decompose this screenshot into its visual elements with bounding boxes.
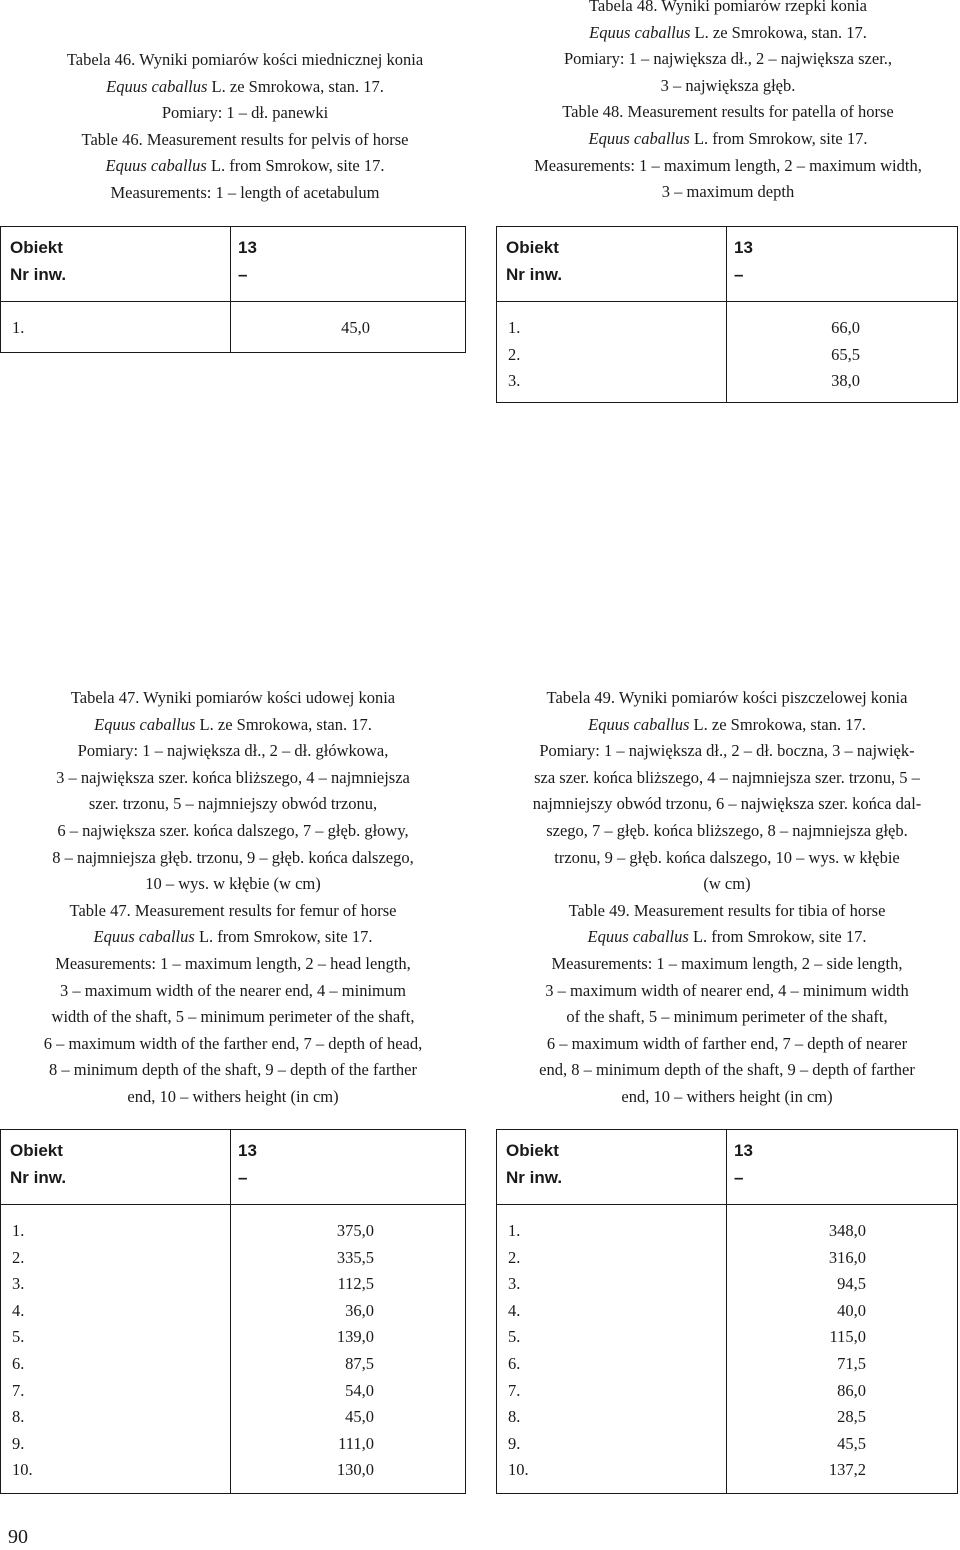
caption-text: Tabela 46. Wyniki pomiarów kości miednicznej konia bbox=[66, 50, 424, 69]
header-label: Obiekt bbox=[10, 1141, 63, 1160]
row-number: 5. bbox=[508, 1327, 521, 1347]
caption-line bbox=[496, 1084, 958, 1111]
caption-text: 6 – maximum width of the farther end, 7 – depth of head, bbox=[43, 1033, 423, 1053]
table-row bbox=[496, 1271, 958, 1298]
caption-text: L. from Smrokow, site 17. bbox=[194, 927, 373, 947]
row-value: 348,0 bbox=[828, 1221, 866, 1240]
table-row bbox=[0, 1378, 466, 1405]
row-number: 4. bbox=[508, 1300, 521, 1320]
row-value: 111,0 bbox=[338, 1433, 374, 1453]
species-name: Equus caballus bbox=[589, 22, 691, 42]
header-object-column bbox=[506, 235, 562, 288]
row-value: 45,5 bbox=[837, 1433, 866, 1453]
caption-line bbox=[0, 1057, 466, 1084]
table-row bbox=[0, 1298, 466, 1325]
row-number: 6. bbox=[508, 1353, 521, 1373]
caption-text: 3 – maximum width of nearer end, 4 – minimum width bbox=[545, 980, 909, 1000]
row-number: 7. bbox=[12, 1380, 25, 1400]
caption-line bbox=[496, 738, 958, 765]
caption-line bbox=[0, 765, 466, 792]
caption-line bbox=[496, 46, 960, 73]
table-47-caption bbox=[0, 685, 466, 1111]
row-number: 2. bbox=[508, 1247, 521, 1267]
row-value: 112,5 bbox=[337, 1274, 374, 1294]
row-value: 38,0 bbox=[831, 371, 860, 391]
row-number: 1. bbox=[12, 1221, 25, 1240]
caption-text: 3 – największa głęb. bbox=[660, 75, 796, 95]
table-header bbox=[496, 227, 958, 302]
caption-line bbox=[496, 153, 960, 180]
caption-line bbox=[496, 0, 960, 20]
caption-text: szego, 7 – głęb. końca bliższego, 8 – najmniejsza głęb. bbox=[546, 820, 908, 840]
table-row bbox=[496, 1298, 958, 1325]
caption-text: L. from Smrokow, site 17. bbox=[206, 156, 385, 176]
header-site-column bbox=[734, 1138, 753, 1191]
row-value: 86,0 bbox=[837, 1380, 866, 1400]
row-number: 1. bbox=[508, 1221, 521, 1240]
caption-text: Measurements: 1 – maximum length, 2 – maximum width, bbox=[534, 155, 922, 175]
caption-line bbox=[496, 818, 958, 845]
caption-text: 10 – wys. w kłębie (w cm) bbox=[145, 874, 321, 894]
row-value: 115,0 bbox=[829, 1327, 866, 1347]
header-object-column bbox=[10, 1138, 66, 1191]
caption-line bbox=[496, 99, 960, 126]
caption-line bbox=[496, 924, 958, 951]
header-label: – bbox=[238, 1167, 248, 1187]
table-48 bbox=[496, 226, 958, 403]
row-value: 66,0 bbox=[831, 318, 860, 337]
species-name: Equus caballus bbox=[588, 714, 690, 734]
row-value: 45,0 bbox=[345, 1407, 374, 1427]
caption-text: szer. trzonu, 5 – najmniejszy obwód trzonu, bbox=[88, 794, 378, 814]
row-value: 54,0 bbox=[345, 1380, 374, 1400]
table-47 bbox=[0, 1129, 466, 1494]
row-value: 375,0 bbox=[336, 1221, 374, 1240]
header-label: 13 bbox=[238, 238, 257, 257]
species-name: Equus caballus bbox=[106, 76, 208, 96]
header-label: Obiekt bbox=[506, 238, 559, 257]
caption-line bbox=[496, 951, 958, 978]
caption-text: 8 – minimum depth of the shaft, 9 – depth of the farther bbox=[49, 1060, 417, 1080]
table-48-caption bbox=[496, 0, 960, 206]
row-value: 65,5 bbox=[831, 344, 860, 364]
caption-text: Pomiary: 1 – największa dł., 2 – największa szer., bbox=[563, 49, 893, 69]
caption-line bbox=[0, 1004, 466, 1031]
species-name: Equus caballus bbox=[94, 714, 196, 734]
caption-line bbox=[0, 871, 466, 898]
caption-text: end, 8 – minimum depth of the shaft, 9 – depth of farther bbox=[539, 1060, 915, 1080]
header-site-column bbox=[734, 235, 753, 288]
caption-text: L. ze Smrokowa, stan. 17. bbox=[207, 76, 384, 96]
caption-line bbox=[496, 845, 958, 872]
caption-text: width of the shaft, 5 – minimum perimeter of the shaft, bbox=[51, 1007, 415, 1027]
caption-line bbox=[496, 898, 958, 925]
caption-text: Tabela 48. Wyniki pomiarów rzepki konia bbox=[589, 0, 867, 15]
table-row bbox=[496, 1351, 958, 1378]
header-label: Nr inw. bbox=[10, 1167, 67, 1187]
species-name: Equus caballus bbox=[587, 927, 689, 947]
header-label: – bbox=[734, 264, 744, 284]
header-divider bbox=[726, 1130, 727, 1204]
header-divider bbox=[230, 227, 231, 301]
row-value: 316,0 bbox=[828, 1247, 866, 1267]
row-value: 28,5 bbox=[837, 1407, 866, 1427]
table-row bbox=[496, 1431, 958, 1458]
caption-line bbox=[0, 791, 466, 818]
caption-line bbox=[0, 74, 490, 101]
table-row bbox=[496, 342, 958, 369]
caption-line bbox=[0, 153, 490, 180]
caption-text: L. ze Smrokowa, stan. 17. bbox=[195, 714, 372, 734]
caption-text: Measurements: 1 – length of acetabulum bbox=[110, 182, 380, 202]
table-row bbox=[496, 1457, 958, 1484]
caption-text: Pomiary: 1 – dł. panewki bbox=[161, 103, 329, 123]
caption-text: Pomiary: 1 – największa dł., 2 – dł. główkowa, bbox=[77, 741, 389, 761]
table-row bbox=[0, 1271, 466, 1298]
caption-line bbox=[496, 20, 960, 47]
row-number: 2. bbox=[508, 344, 521, 364]
caption-line bbox=[0, 100, 490, 127]
header-label: 13 bbox=[734, 1141, 753, 1160]
header-site-column bbox=[238, 235, 257, 288]
table-46 bbox=[0, 226, 466, 353]
row-number: 7. bbox=[508, 1380, 521, 1400]
caption-line bbox=[0, 180, 490, 207]
row-value: 36,0 bbox=[345, 1300, 374, 1320]
header-label: 13 bbox=[238, 1141, 257, 1160]
header-label: Nr inw. bbox=[506, 264, 563, 284]
row-number: 8. bbox=[508, 1407, 521, 1427]
header-label: Obiekt bbox=[506, 1141, 559, 1160]
table-49 bbox=[496, 1129, 958, 1494]
header-label: – bbox=[734, 1167, 744, 1187]
row-number: 2. bbox=[12, 1247, 25, 1267]
caption-line bbox=[496, 871, 958, 898]
row-value: 71,5 bbox=[837, 1353, 866, 1373]
caption-text: Measurements: 1 – maximum length, 2 – head length, bbox=[55, 953, 411, 973]
caption-line bbox=[496, 791, 958, 818]
table-body bbox=[0, 315, 466, 342]
table-row bbox=[496, 1245, 958, 1272]
table-49-caption bbox=[496, 685, 958, 1111]
table-header bbox=[0, 1130, 466, 1205]
caption-line bbox=[496, 126, 960, 153]
caption-text: sza szer. końca bliższego, 4 – najmniejsza szer. trzonu, 5 – bbox=[534, 767, 920, 787]
caption-text: Measurements: 1 – maximum length, 2 – side length, bbox=[551, 953, 903, 973]
row-number: 3. bbox=[12, 1274, 25, 1294]
row-number: 9. bbox=[508, 1433, 521, 1453]
header-divider bbox=[726, 227, 727, 301]
caption-text: L. ze Smrokowa, stan. 17. bbox=[689, 714, 866, 734]
row-number: 1. bbox=[508, 318, 521, 337]
header-site-column bbox=[238, 1138, 257, 1191]
table-row bbox=[0, 1245, 466, 1272]
table-body bbox=[0, 1218, 466, 1484]
table-row bbox=[496, 1324, 958, 1351]
caption-line bbox=[496, 685, 958, 712]
species-name: Equus caballus bbox=[105, 156, 207, 176]
caption-text: 3 – maximum width of the nearer end, 4 – minimum bbox=[60, 980, 406, 1000]
row-value: 45,0 bbox=[341, 318, 370, 337]
caption-line bbox=[0, 951, 466, 978]
row-value: 335,5 bbox=[336, 1247, 374, 1267]
row-value: 40,0 bbox=[837, 1300, 866, 1320]
caption-text: 6 – maximum width of farther end, 7 – depth of nearer bbox=[546, 1033, 908, 1053]
caption-text: 3 – maximum depth bbox=[661, 182, 795, 202]
caption-line bbox=[496, 1004, 958, 1031]
caption-text: end, 10 – withers height (in cm) bbox=[127, 1086, 339, 1106]
table-body bbox=[496, 1218, 958, 1484]
header-label: Nr inw. bbox=[10, 264, 67, 284]
caption-line bbox=[496, 978, 958, 1005]
table-row bbox=[496, 1218, 958, 1245]
caption-line bbox=[0, 978, 466, 1005]
table-row bbox=[0, 1324, 466, 1351]
caption-line bbox=[496, 1057, 958, 1084]
caption-line bbox=[0, 738, 466, 765]
caption-line bbox=[496, 73, 960, 100]
row-number: 3. bbox=[508, 1274, 521, 1294]
page-number: 90 bbox=[8, 1526, 28, 1548]
table-row bbox=[496, 315, 958, 342]
caption-line bbox=[0, 924, 466, 951]
caption-line bbox=[0, 712, 466, 739]
caption-line bbox=[0, 47, 490, 74]
caption-text: trzonu, 9 – głęb. końca dalszego, 10 – wys. w kłębie bbox=[554, 847, 900, 867]
caption-text: najmniejszy obwód trzonu, 6 – największa szer. końca dal- bbox=[532, 794, 922, 814]
caption-text: L. ze Smrokowa, stan. 17. bbox=[690, 22, 867, 42]
table-row bbox=[0, 1218, 466, 1245]
caption-line bbox=[0, 1031, 466, 1058]
row-value: 139,0 bbox=[336, 1327, 374, 1347]
caption-text: Table 47. Measurement results for femur of horse bbox=[69, 900, 397, 920]
row-value: 130,0 bbox=[336, 1460, 374, 1480]
header-object-column bbox=[506, 1138, 562, 1191]
header-divider bbox=[230, 1130, 231, 1204]
caption-text: L. from Smrokow, site 17. bbox=[689, 128, 868, 148]
caption-line bbox=[496, 712, 958, 739]
caption-text: end, 10 – withers height (in cm) bbox=[621, 1086, 833, 1106]
table-row bbox=[0, 1404, 466, 1431]
table-row bbox=[0, 315, 466, 342]
table-header bbox=[0, 227, 466, 302]
table-row bbox=[0, 1351, 466, 1378]
caption-line bbox=[0, 685, 466, 712]
header-label: Nr inw. bbox=[506, 1167, 563, 1187]
caption-line bbox=[0, 127, 490, 154]
caption-text: Table 48. Measurement results for patella of horse bbox=[562, 102, 894, 122]
caption-line bbox=[0, 898, 466, 925]
table-header bbox=[496, 1130, 958, 1205]
caption-text: Tabela 47. Wyniki pomiarów kości udowej konia bbox=[70, 688, 396, 707]
caption-text: Table 46. Measurement results for pelvis of horse bbox=[81, 129, 409, 149]
caption-text: of the shaft, 5 – minimum perimeter of the shaft, bbox=[566, 1007, 888, 1027]
header-label: – bbox=[238, 264, 248, 284]
row-number: 4. bbox=[12, 1300, 25, 1320]
caption-text: 6 – największa szer. końca dalszego, 7 – głęb. głowy, bbox=[57, 820, 409, 840]
table-row bbox=[496, 368, 958, 395]
caption-line bbox=[0, 818, 466, 845]
caption-line bbox=[496, 179, 960, 206]
row-value: 87,5 bbox=[345, 1353, 374, 1373]
species-name: Equus caballus bbox=[588, 128, 690, 148]
caption-line bbox=[496, 1031, 958, 1058]
species-name: Equus caballus bbox=[93, 927, 195, 947]
table-row bbox=[496, 1378, 958, 1405]
table-row bbox=[0, 1457, 466, 1484]
caption-text: Pomiary: 1 – największa dł., 2 – dł. boczna, 3 – najwięk- bbox=[539, 741, 915, 761]
caption-line bbox=[0, 845, 466, 872]
row-value: 137,2 bbox=[828, 1460, 866, 1480]
table-body bbox=[496, 315, 958, 395]
row-number: 10. bbox=[508, 1460, 529, 1480]
caption-text: Tabela 49. Wyniki pomiarów kości piszczelowej konia bbox=[546, 688, 908, 707]
row-number: 3. bbox=[508, 371, 521, 391]
caption-line bbox=[496, 765, 958, 792]
row-number: 1. bbox=[12, 318, 25, 337]
row-number: 10. bbox=[12, 1460, 33, 1480]
table-row bbox=[0, 1431, 466, 1458]
header-label: 13 bbox=[734, 238, 753, 257]
caption-text: 3 – największa szer. końca bliższego, 4 – najmniejsza bbox=[56, 767, 410, 787]
caption-text: (w cm) bbox=[703, 874, 751, 894]
header-label: Obiekt bbox=[10, 238, 63, 257]
header-object-column bbox=[10, 235, 66, 288]
caption-text: Table 49. Measurement results for tibia of horse bbox=[568, 900, 886, 920]
row-value: 94,5 bbox=[837, 1274, 866, 1294]
row-number: 5. bbox=[12, 1327, 25, 1347]
caption-line bbox=[0, 1084, 466, 1111]
table-row bbox=[496, 1404, 958, 1431]
row-number: 6. bbox=[12, 1353, 25, 1373]
table-46-caption bbox=[0, 47, 490, 207]
caption-text: 8 – najmniejsza głęb. trzonu, 9 – głęb. końca dalszego, bbox=[52, 847, 414, 867]
row-number: 9. bbox=[12, 1433, 25, 1453]
caption-text: L. from Smrokow, site 17. bbox=[688, 927, 867, 947]
row-number: 8. bbox=[12, 1407, 25, 1427]
